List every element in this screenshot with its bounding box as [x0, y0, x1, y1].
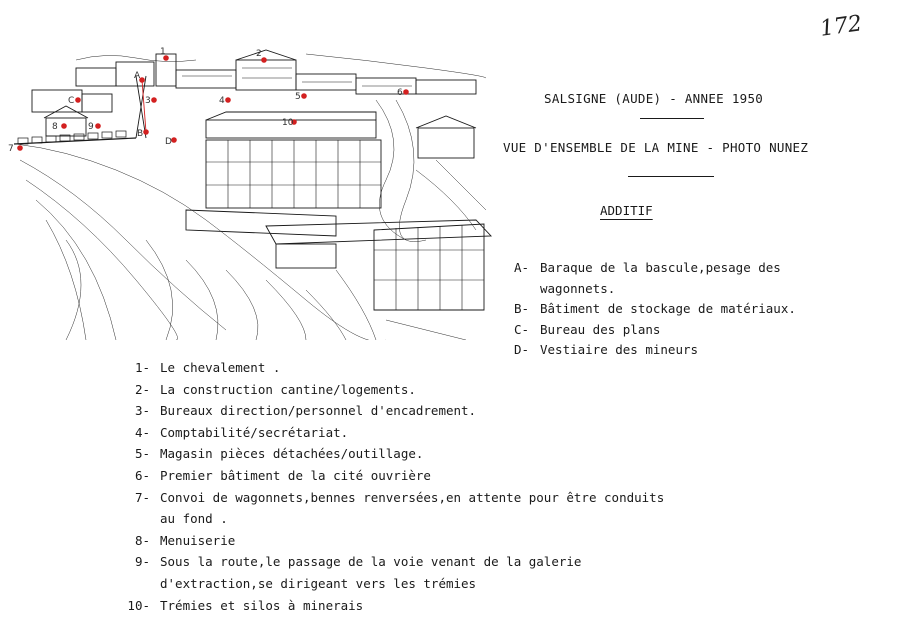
additif-item-c	[514, 320, 796, 341]
legend-key: 6-	[134, 467, 150, 483]
drawing-label-a: A	[134, 71, 141, 81]
legend-key: 2-	[134, 381, 150, 397]
drawing-label-2: 2	[256, 49, 262, 59]
legend-item-9	[126, 551, 664, 594]
legend-text: Trémies et silos à minerais	[160, 597, 364, 613]
legend-item-4	[126, 422, 664, 444]
drawing-label-6: 6	[397, 88, 403, 98]
drawing-label-4: 4	[219, 96, 225, 106]
legend-item-8	[126, 530, 664, 552]
additif-item-a	[514, 258, 796, 299]
subtitle-underline	[628, 176, 714, 177]
drawing-label-b: B	[137, 129, 144, 139]
legend-text: Le chevalement .	[160, 360, 281, 375]
page-number: 172	[818, 11, 864, 42]
legend-text: Magasin pièces détachées/outillage.	[160, 446, 424, 462]
document-subtitle: VUE D'ENSEMBLE DE LA MINE - PHOTO NUNEZ	[503, 140, 809, 155]
drawing-label-c: C	[68, 96, 75, 106]
drawing-label-10: 10	[282, 118, 294, 128]
additif-key: A-	[514, 260, 530, 275]
legend-text: d'extraction,se dirigeant vers les trémies	[160, 575, 477, 591]
legend-key: 1-	[134, 360, 150, 375]
legend-item-6	[126, 465, 664, 487]
drawing-label-3: 3	[145, 96, 151, 106]
legend-key: 8-	[134, 532, 150, 548]
legend-key: 9-	[134, 554, 150, 570]
additif-text: Bâtiment de stockage de matériaux.	[540, 301, 796, 316]
additif-item-b	[514, 299, 796, 320]
additif-text: wagonnets.	[540, 280, 616, 296]
legend-text: Convoi de wagonnets,bennes renversées,en attente pour être conduits	[160, 489, 665, 505]
additif-key: C-	[514, 321, 530, 337]
legend-key: 3-	[134, 403, 150, 419]
drawing-label-9: 9	[88, 122, 94, 132]
legend-item-5	[126, 443, 664, 465]
legend-key: 10-	[127, 597, 150, 613]
additif-key: B-	[514, 301, 530, 316]
drawing-label-1: 1	[160, 47, 166, 57]
legend-item-3	[126, 400, 664, 422]
legend-key: 5-	[134, 446, 150, 462]
mine-sketch-illustration	[6, 40, 494, 340]
additif-text: Vestiaire des mineurs	[540, 342, 699, 357]
document-title: SALSIGNE (AUDE) - ANNEE 1950	[544, 91, 764, 106]
drawing-label-7: 7	[8, 144, 14, 154]
additif-text: Baraque de la bascule,pesage des	[540, 260, 781, 275]
legend-key: 4-	[134, 424, 150, 440]
drawing-label-5: 5	[295, 92, 301, 102]
legend-text: La construction cantine/logements.	[160, 381, 416, 397]
legend-text: Premier bâtiment de la cité ouvrière	[160, 467, 431, 483]
drawing-label-8: 8	[52, 122, 58, 132]
legend-item-2	[126, 379, 664, 401]
legend-item-7	[126, 487, 664, 530]
legend-text: Comptabilité/secrétariat.	[160, 424, 349, 440]
title-underline	[640, 118, 704, 119]
additif-text: Bureau des plans	[540, 321, 661, 337]
additif-heading: ADDITIF	[600, 203, 653, 218]
legend-text: au fond .	[160, 511, 228, 527]
legend-item-10	[126, 595, 664, 617]
additif-list	[514, 258, 796, 361]
additif-key: D-	[514, 342, 530, 357]
legend-key: 7-	[134, 489, 150, 505]
legend-text: Sous la route,le passage de la voie venant de la galerie	[160, 554, 582, 570]
numbered-legend	[126, 357, 664, 616]
legend-item-1	[126, 357, 664, 379]
legend-text: Menuiserie	[160, 532, 236, 548]
legend-text: Bureaux direction/personnel d'encadrement.	[160, 403, 477, 419]
drawing-label-d: D	[165, 137, 172, 147]
